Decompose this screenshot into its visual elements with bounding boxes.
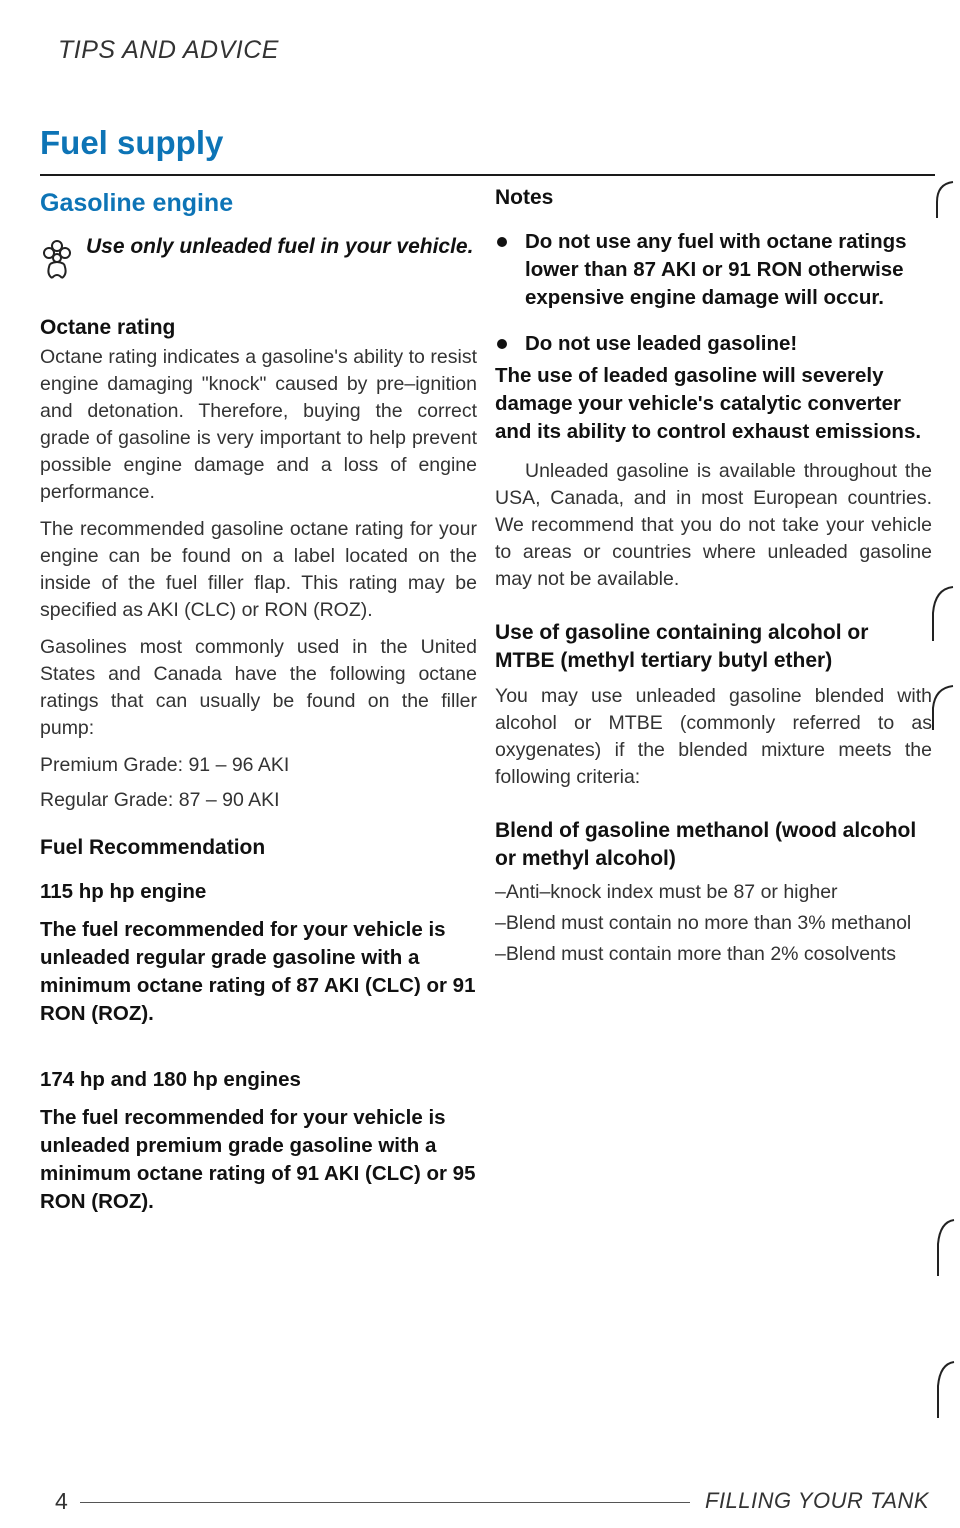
page-number: 4 [55,1488,68,1514]
unleaded-availability-paragraph: Unleaded gasoline is available throughout the USA, Canada, and in most European countries. We recommend that you do not take your vehicle to areas or countries where unleaded gasoline may not be available. [495,460,932,590]
footer-section-name: FILLING YOUR TANK [705,1488,930,1513]
criterion-methanol-limit: –Blend must contain no more than 3% methanol [495,912,912,934]
note-leaded-gasoline: Do not use leaded gasoline! [525,332,798,355]
notes-heading: Notes [495,186,554,209]
page-edge-tab-mark [925,585,955,645]
footer-divider [80,1502,690,1503]
heading-alcohol-mtbe: Use of gasoline containing alcohol or MTBE (methyl tertiary butyl ether) [495,621,869,672]
running-head: TIPS AND ADVICE [58,36,279,64]
page-edge-tab-mark [932,1218,956,1278]
recommendation-174-180hp: The fuel recommended for your vehicle is unleaded premium grade gasoline with a minimum octane rating of 91 AKI (CLC) or 95 RON (ROZ). [40,1106,476,1213]
recommendation-115hp: The fuel recommended for your vehicle is unleaded regular grade gasoline with a minimum octane rating of 87 AKI (CLC) or 91 RON (ROZ). [40,918,476,1025]
note-octane-warning: Do not use any fuel with octane ratings lower than 87 AKI or 91 RON otherwise expensive engine damage will occur. [525,230,907,309]
bullet-icon [497,237,507,247]
warning-block [40,234,477,284]
heading-octane-rating: Octane rating [40,316,176,339]
section-title-gasoline-engine: Gasoline engine [40,189,234,217]
page-edge-tab-mark [925,684,955,734]
note-item [495,228,932,312]
heading-174-180hp-engines: 174 hp and 180 hp engines [40,1068,301,1091]
heading-methanol-blend: Blend of gasoline methanol (wood alcohol or methyl alcohol) [495,819,917,870]
alcohol-paragraph: You may use unleaded gasoline blended with alcohol or MTBE (commonly referred to as oxygenates) if the blended mixture meets the following criteria: [495,685,932,788]
page-edge-tab-mark [932,1360,956,1420]
premium-grade-line: Premium Grade: 91 – 96 AKI [40,754,290,776]
page-title: Fuel supply [40,124,224,161]
right-column [495,182,932,968]
note-item [495,330,932,358]
octane-paragraph-3: Gasolines most commonly used in the United States and Canada have the following octane ratings that can usually be found on the filler pump: [40,636,477,739]
leaded-gasoline-detail: The use of leaded gasoline will severely damage your vehicle's catalytic converter and its ability to control exhaust emissions. [495,364,922,443]
flower-warning-icon [40,236,74,284]
criterion-cosolvents: –Blend must contain more than 2% cosolvents [495,943,897,965]
heading-115hp-engine: 115 hp hp engine [40,880,207,903]
title-divider [40,174,935,176]
page-edge-tab-mark [925,180,955,220]
warning-text: Use only unleaded fuel in your vehicle. [86,235,474,258]
left-column [40,182,477,1216]
regular-grade-line: Regular Grade: 87 – 90 AKI [40,789,280,811]
bullet-icon [497,339,507,349]
octane-paragraph-2: The recommended gasoline octane rating for your engine can be found on a label located on the inside of the fuel filler flap. This rating may be specified as AKI (CLC) or RON (ROZ). [40,518,477,621]
heading-fuel-recommendation: Fuel Recommendation [40,836,266,859]
octane-paragraph-1: Octane rating indicates a gasoline's ability to resist engine damaging "knock" caused by pre–ignition and detonation. Therefore, buying the correct grade of gasoline is very important to help prevent possible engine damage and a loss of engine performance. [40,346,477,503]
criterion-anti-knock: –Anti–knock index must be 87 or higher [495,881,838,903]
